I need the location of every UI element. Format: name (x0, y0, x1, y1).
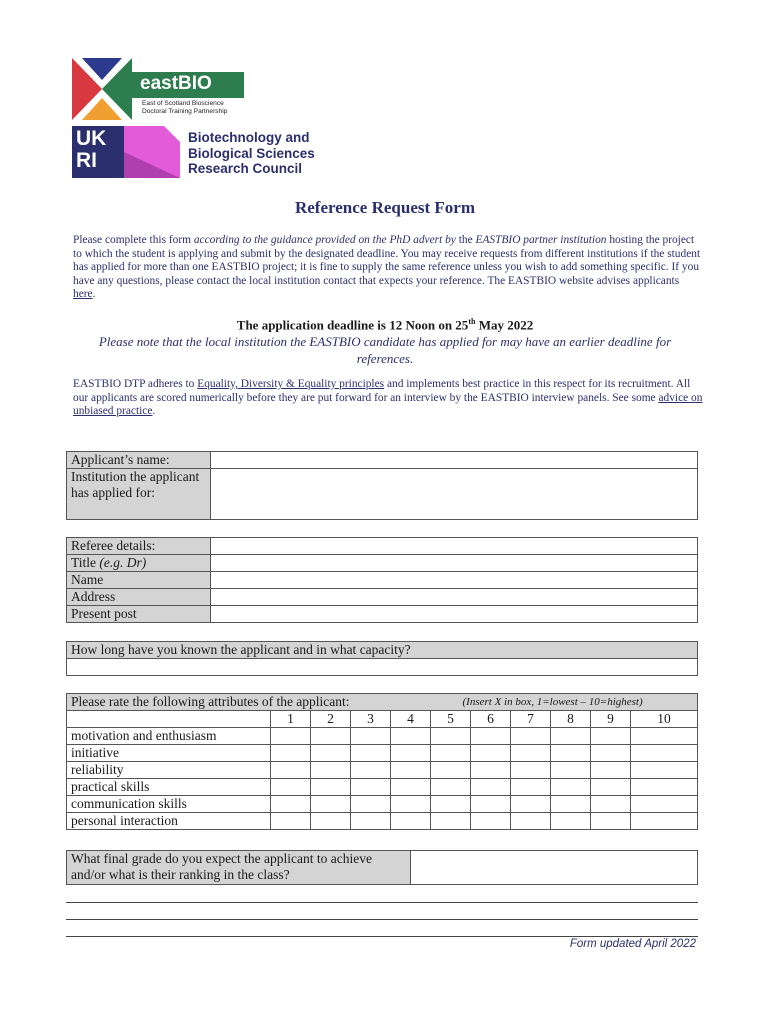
scale-1: 1 (271, 711, 311, 728)
tagline-line-1: East of Scotland Bioscience (142, 100, 224, 107)
rating-box[interactable] (351, 813, 391, 830)
referee-address-field[interactable] (211, 589, 698, 606)
intro-text-3: hosting the project to which the student is applying and submit by the designated deadline. You may receive requests from different institutions if the student has applied for more than one EASTBIO project; it is fine to supply the same reference unless you wish to add something specific. If you have any questions, please contact the local institution contact that expects your reference. The EASTBIO website advises applicants (73, 234, 701, 287)
ukri-mark (72, 126, 124, 178)
rating-box[interactable] (631, 745, 698, 762)
rating-box[interactable] (631, 813, 698, 830)
council-name (188, 130, 315, 177)
grade-question: What final grade do you expect the applicant to achieve and/or what is their ranking in the class? (67, 851, 411, 885)
edi-paragraph (73, 378, 703, 419)
referee-title-label (67, 555, 211, 572)
referee-post-field[interactable] (211, 606, 698, 623)
rating-box[interactable] (351, 762, 391, 779)
rating-body (67, 728, 698, 830)
rating-box[interactable] (591, 728, 631, 745)
rating-box[interactable] (631, 762, 698, 779)
intro-italic-1: according to the guidance provided on the PhD advert by (193, 234, 456, 246)
attribute-label: motivation and enthusiasm (67, 728, 271, 745)
rating-box[interactable] (551, 728, 591, 745)
scale-4: 4 (391, 711, 431, 728)
eastbio-tagline (142, 100, 227, 116)
deadline-text: The application deadline is 12 Noon on 25 (236, 317, 469, 333)
rating-box[interactable] (391, 745, 431, 762)
rating-box[interactable] (271, 813, 311, 830)
blank-line-1 (66, 902, 698, 903)
council-line-3: Research Council (188, 161, 303, 176)
ukri-uk: UK (76, 127, 107, 150)
rating-box[interactable] (551, 796, 591, 813)
scale-6: 6 (471, 711, 511, 728)
rating-box[interactable] (471, 779, 511, 796)
rating-box[interactable] (311, 745, 351, 762)
rating-box[interactable] (511, 728, 551, 745)
rating-box[interactable] (391, 813, 431, 830)
rating-box[interactable] (311, 796, 351, 813)
intro-text-1: Please complete this form (73, 234, 194, 246)
deadline-line (0, 317, 770, 333)
rating-box[interactable] (351, 779, 391, 796)
applicant-name-field[interactable] (211, 452, 698, 469)
grade-table (66, 850, 698, 885)
rating-box[interactable] (351, 796, 391, 813)
form-title: Reference Request Form (294, 198, 475, 217)
edi-text-3: . (152, 405, 156, 418)
blank-line-2 (66, 919, 698, 920)
rating-box[interactable] (511, 745, 551, 762)
applicant-name-label: Applicant’s name: (67, 452, 211, 469)
rating-box[interactable] (311, 728, 351, 745)
rating-box[interactable] (391, 762, 431, 779)
rating-box[interactable] (551, 779, 591, 796)
ukri-bbsrc-logo (72, 126, 322, 180)
deadline-sup: th (468, 317, 476, 326)
scale-3: 3 (351, 711, 391, 728)
rating-box[interactable] (591, 779, 631, 796)
referee-post-label: Present post (67, 606, 211, 623)
rating-box[interactable] (431, 728, 471, 745)
rating-box[interactable] (311, 762, 351, 779)
rating-box[interactable] (351, 745, 391, 762)
referee-name-field[interactable] (211, 572, 698, 589)
referee-details-label: Referee details: (67, 538, 211, 555)
rating-box[interactable] (631, 728, 698, 745)
title-label-text: Title (71, 555, 100, 570)
rating-box[interactable] (511, 779, 551, 796)
referee-title-field[interactable] (211, 555, 698, 572)
attribute-label: personal interaction (67, 813, 271, 830)
rating-instruction: (Insert X in box, 1=lowest – 10=highest) (431, 694, 698, 711)
referee-address-label: Address (67, 589, 211, 606)
attribute-label: practical skills (67, 779, 271, 796)
scale-8: 8 (551, 711, 591, 728)
scale-10: 10 (631, 711, 698, 728)
rating-box[interactable] (271, 728, 311, 745)
scale-2: 2 (311, 711, 351, 728)
bbsrc-shape-icon (124, 126, 180, 178)
tagline-line-2: Doctoral Training Partnership (142, 108, 228, 115)
council-line-2: Biological Sciences (188, 145, 315, 161)
rating-box[interactable] (311, 813, 351, 830)
rating-box[interactable] (551, 762, 591, 779)
rating-header: Please rate the following attributes of the applicant: (67, 694, 431, 711)
rating-box[interactable] (551, 813, 591, 830)
scale-blank (67, 711, 271, 728)
scale-5: 5 (431, 711, 471, 728)
attribute-label: communication skills (67, 796, 271, 813)
rating-row (67, 813, 698, 830)
rating-box[interactable] (471, 813, 511, 830)
rating-row (67, 745, 698, 762)
intro-italic-2: EASTBIO partner institution (475, 234, 607, 246)
grade-answer-field[interactable] (411, 851, 698, 885)
rating-box[interactable] (631, 779, 698, 796)
rating-box[interactable] (351, 728, 391, 745)
rating-box[interactable] (511, 796, 551, 813)
rating-box[interactable] (471, 762, 511, 779)
intro-paragraph (73, 234, 703, 302)
unbiased-practice-link[interactable]: advice on unbiased practice (73, 391, 703, 418)
scale-9: 9 (591, 711, 631, 728)
edi-text-2: and implements best practice in this respect for its recruitment. All our applicants are scored numerically before they are put forward for an interview by the EASTBIO interview panels. See some (73, 378, 691, 404)
rating-box[interactable] (591, 762, 631, 779)
referee-table (66, 537, 698, 623)
institution-label: Institution the applicant has applied for: (67, 469, 211, 520)
eastbio-logo (72, 58, 244, 120)
rating-box[interactable] (271, 796, 311, 813)
title-example: (e.g. Dr) (99, 555, 147, 570)
rating-box[interactable] (591, 813, 631, 830)
attribute-label: initiative (67, 745, 271, 762)
rating-box[interactable] (391, 796, 431, 813)
rating-box[interactable] (271, 779, 311, 796)
eastbio-wordmark: eastBIO (140, 73, 212, 94)
rating-box[interactable] (511, 813, 551, 830)
attribute-label: reliability (67, 762, 271, 779)
rating-box[interactable] (271, 745, 311, 762)
rating-box[interactable] (471, 745, 511, 762)
saltire-icon (72, 58, 132, 120)
rating-box[interactable] (591, 745, 631, 762)
referee-details-field[interactable] (211, 538, 698, 555)
council-line-1: Biotechnology and (188, 130, 310, 145)
ukri-letters (76, 128, 106, 172)
ukri-ri: RI (76, 149, 97, 172)
rating-box[interactable] (471, 728, 511, 745)
rating-box[interactable] (471, 796, 511, 813)
eastbio-banner (132, 72, 244, 98)
rating-table (66, 693, 698, 830)
intro-text-4: . (92, 288, 96, 301)
edi-link[interactable]: Equality, Diversity & Equality principles (197, 378, 385, 390)
form-updated-note: Form updated April 2022 (569, 938, 696, 950)
known-question: How long have you known the applicant and in what capacity? (67, 642, 698, 659)
intro-text-2: the (455, 234, 476, 246)
rating-box[interactable] (271, 762, 311, 779)
rating-row (67, 779, 698, 796)
referee-name-label: Name (67, 572, 211, 589)
website-link[interactable]: here (73, 288, 93, 301)
rating-box[interactable] (431, 779, 471, 796)
rating-box[interactable] (591, 796, 631, 813)
blank-line-3 (66, 936, 698, 937)
rating-box[interactable] (431, 762, 471, 779)
known-answer-field[interactable] (67, 659, 698, 676)
rating-box[interactable] (391, 779, 431, 796)
rating-box[interactable] (431, 745, 471, 762)
rating-box[interactable] (431, 813, 471, 830)
rating-row (67, 728, 698, 745)
known-table (66, 641, 698, 676)
deadline-suffix: May 2022 (475, 317, 534, 333)
deadline-note: Please note that the local institution the EASTBIO candidate has applied for may have an earlier deadline for references. (98, 334, 672, 366)
rating-box[interactable] (511, 762, 551, 779)
institution-field[interactable] (211, 469, 698, 520)
rating-box[interactable] (551, 745, 591, 762)
scale-7: 7 (511, 711, 551, 728)
rating-box[interactable] (391, 728, 431, 745)
rating-box[interactable] (431, 796, 471, 813)
rating-scale-row (67, 711, 698, 728)
rating-row (67, 762, 698, 779)
rating-box[interactable] (311, 779, 351, 796)
rating-box[interactable] (631, 796, 698, 813)
edi-text-1: EASTBIO DTP adheres to (73, 378, 198, 390)
applicant-table (66, 451, 698, 520)
rating-row (67, 796, 698, 813)
